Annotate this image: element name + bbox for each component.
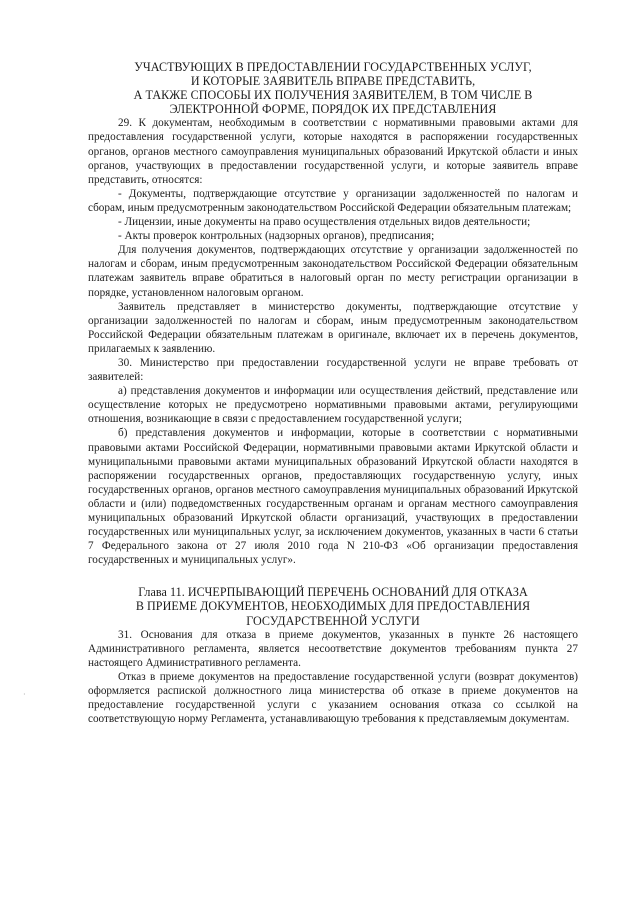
heading-line: В ПРИЕМЕ ДОКУМЕНТОВ, НЕОБХОДИМЫХ ДЛЯ ПРЕДОСТАВЛЕНИЯ (135, 599, 531, 614)
paragraph-tax-certificate: Для получения документов, подтверждающих отсутствие у организации задолженностей по налогам и сборам, иным предусмотренным законодательством Российской Федерации обязательным платежам заявитель вправе обратиться в налоговый орган по месту регистрации организации в порядке, установленном налоговым органом. (88, 244, 578, 299)
list-item-tax-documents: - Документы, подтверждающие отсутствие у организации задолженностей по налогам и сборам, иным предусмотренным законодательством Российской Федерации обязательным платежам; (88, 187, 578, 214)
paragraph-31: 31. Основания для отказа в приеме документов, указанных в пункте 26 настоящего Административного регламента, является несоответствие документов требованиям пункта 27 настоящего Административного регламента. (88, 628, 578, 669)
heading-line: А ТАКЖЕ СПОСОБЫ ИХ ПОЛУЧЕНИЯ ЗАЯВИТЕЛЕМ, В ТОМ ЧИСЛЕ В (133, 88, 533, 103)
scan-dot: · (23, 690, 26, 699)
paragraph-30-b: б) представления документов и информации, которые в соответствии с нормативными правовыми актами Российской Федерации, нормативными правовыми актами Иркутской области и муниципальными правовыми актами муниципальных образований Иркутской области находятся в распоряжении государственных органов, предоставляющих государственную услугу, иных государственных органов, органов местного самоуправления муниципальных образований Иркутской области и (или) подведомственных государственным органам и органам местного самоуправления муниципальных образований Иркутской области организаций, участвующих в предоставлении государственных или муниципальных услуг, за исключением документов, указанных в части 6 статьи 7 Федерального закона от 27 июля 2010 года N 210-ФЗ «Об организации предоставления государственных и муниципальных услуг». (88, 427, 578, 567)
heading-line: И КОТОРЫЕ ЗАЯВИТЕЛЬ ВПРАВЕ ПРЕДСТАВИТЬ, (190, 74, 476, 89)
paragraph-refusal: Отказ в приеме документов на предоставление государственной услуги (возврат документов) оформляется распиской должностного лица министерства об отказе в приеме документов на предоставление государственной услуги с указанием основания отказа со ссылкой на соответствующую норму Регламента, устанавливающую требования к представляемым документам. (88, 670, 578, 726)
list-item-inspection-acts: - Акты проверок контрольных (надзорных органов), предписания; (118, 230, 435, 243)
document-page (88, 60, 578, 726)
paragraph-29: 29. К документам, необходимым в соответствии с нормативными правовыми актами для предоставления государственной услуги, которые находятся в распоряжении государственных органов, органов местного самоуправления муниципальных образований Иркутской области и иных органов, участвующих в предоставлении государственной услуги, и которые заявитель вправе представить, относятся: (88, 117, 578, 186)
heading-line: УЧАСТВУЮЩИХ В ПРЕДОСТАВЛЕНИИ ГОСУДАРСТВЕННЫХ УСЛУГ, (134, 60, 532, 74)
heading-line: ЭЛЕКТРОННОЙ ФОРМЕ, ПОРЯДОК ИХ ПРЕДСТАВЛЕНИЯ (169, 102, 497, 117)
paragraph-applicant-submits: Заявитель представляет в министерство документы, подтверждающие отсутствие у организации задолженностей по налогам и сборам, иным предусмотренным законодательством Российской Федерации обязательным платежам в оригинале, включает их в перечень документов, прилагаемых к заявлению. (88, 300, 578, 355)
list-item-licenses: - Лицензии, иные документы на право осуществления отдельных видов деятельности; (118, 216, 531, 229)
spacer (88, 567, 578, 585)
paragraph-30: 30. Министерство при предоставлении государственной услуги не вправе требовать от заявителей: (88, 356, 578, 384)
heading-line: ГОСУДАРСТВЕННОЙ УСЛУГИ (246, 613, 420, 628)
heading-line: Глава 11. ИСЧЕРПЫВАЮЩИЙ ПЕРЕЧЕНЬ ОСНОВАНИЙ ДЛЯ ОТКАЗА (138, 585, 528, 600)
chapter-heading (88, 585, 578, 627)
section-heading (88, 60, 578, 116)
paragraph-30-a: а) представления документов и информации или осуществления действий, представление или осуществление которых не предусмотрено нормативными правовыми актами, регулирующими отношения, возникающие в связи с предоставлением государственной услуги; (88, 385, 578, 426)
